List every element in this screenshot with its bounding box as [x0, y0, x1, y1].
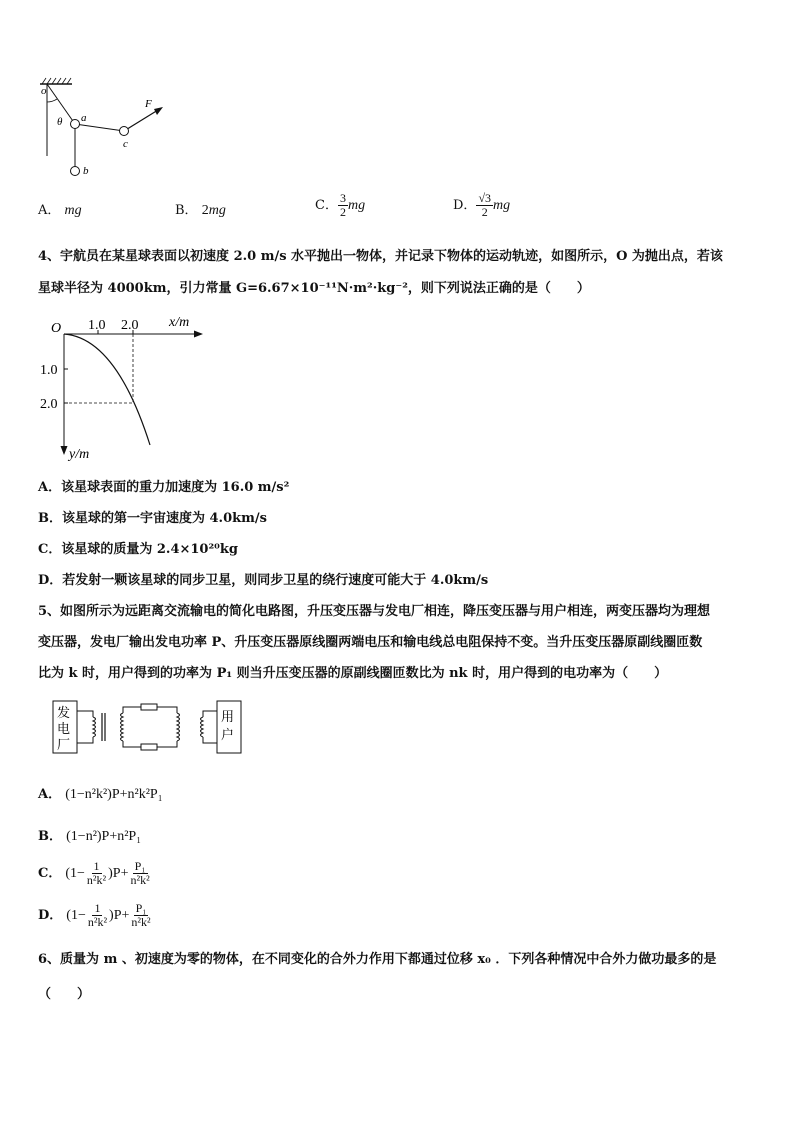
q4-option-d[interactable]: D．若发射一颗该星球的同步卫星，则同步卫星的绕行速度可能大于 4.0km/s: [38, 573, 489, 588]
x-tick-2: 2.0: [121, 318, 139, 333]
q4-option-b[interactable]: B．该星球的第一宇宙速度为 4.0km/s: [38, 511, 267, 526]
label-c: c: [123, 138, 128, 150]
label-a: a: [81, 112, 87, 124]
origin-label: O: [51, 321, 62, 336]
trajectory-graph: [40, 312, 210, 462]
plant-char-1: 发: [57, 706, 71, 721]
fraction: $\frac{\text{P₁}}{\text{n²k²}}$: [130, 859, 150, 887]
q6-stem-line2: （ ）: [38, 987, 91, 1002]
pendulum-figure: [30, 76, 180, 186]
q5-stem-line2: 变压器，发电厂输出发电功率 P、升压变压器原线圈两端电压和输电线总电阻保持不变。当升压变压器原副线圈匝数: [38, 635, 703, 650]
y-tick-1: 1.0: [40, 363, 58, 378]
q3-option-b[interactable]: B． 2mg: [175, 203, 226, 218]
y-axis-label: y/m: [69, 447, 90, 462]
q3-option-c[interactable]: C． $\frac{3}{2}$ mg: [315, 191, 366, 219]
x-axis-label: x/m: [169, 315, 190, 330]
fraction: $\frac{√3}{2}$: [478, 191, 492, 219]
trajectory-curve: [64, 334, 150, 445]
user-char-1: 用: [221, 710, 235, 725]
q5-option-b[interactable]: B． (1−n²)P+n²P₁: [38, 829, 142, 844]
q5-option-c[interactable]: C． (1− $\frac{1}{\text{n²k²}}$ )P+ $\frac{\text{P₁}}{\text{n²k²}}$: [38, 859, 150, 887]
q4-option-c[interactable]: C．该星球的质量为 2.4×10²⁰kg: [38, 542, 238, 557]
q5-stem-line3: 比为 k 时，用户得到的功率为 P₁ 则当升压变压器的原副线圈匝数比为 nk 时，用户得到的电功率为（ ）: [38, 666, 668, 681]
q4-stem-line1: 4、宇航员在某星球表面以初速度 2.0 m/s 水平抛出一物体，并记录下物体的运动轨迹，如图所示，O 为抛出点，若该: [38, 249, 723, 264]
q5-option-a[interactable]: A． (1−n²k²)P+n²k²P₁: [38, 787, 163, 802]
q3-option-a[interactable]: A． mg: [38, 203, 82, 218]
label-o: o: [41, 85, 47, 97]
fraction: $\frac{\text{P₁}}{\text{n²k²}}$: [131, 901, 151, 929]
plant-char-3: 厂: [57, 738, 71, 753]
y-tick-2: 2.0: [40, 397, 58, 412]
q3-option-d[interactable]: D． $\frac{√3}{2}$ mg: [453, 191, 511, 219]
label-theta: θ: [57, 116, 63, 128]
label-F: F: [145, 98, 152, 110]
fraction: $\frac{3}{2}$: [339, 191, 346, 219]
fraction: $\frac{1}{\text{n²k²}}$: [86, 859, 107, 887]
q5-option-d[interactable]: D． (1− $\frac{1}{\text{n²k²}}$ )P+ $\frac{\text{P₁}}{\text{n²k²}}$: [38, 901, 151, 929]
q4-stem-line2: 星球半径为 4000km，引力常量 G=6.67×10⁻¹¹N·m²·kg⁻²，则下列说法正确的是（ ）: [38, 281, 590, 296]
label-b: b: [83, 165, 89, 177]
q5-stem-line1: 5、如图所示为远距离交流输电的简化电路图，升压变压器与发电厂相连，降压变压器与用户相连，两变压器均为理想: [38, 604, 711, 619]
q6-stem-line1: 6、质量为 m 、初速度为零的物体，在不同变化的合外力作用下都通过位移 x₀ ．下列各种情况中合外力做功最多的是: [38, 952, 717, 967]
q4-option-a[interactable]: A．该星球表面的重力加速度为 16.0 m/s²: [38, 480, 290, 495]
user-char-2: 户: [221, 728, 235, 743]
fraction: $\frac{1}{\text{n²k²}}$: [87, 901, 108, 929]
plant-char-2: 电: [57, 722, 71, 737]
x-tick-1: 1.0: [88, 318, 106, 333]
transmission-circuit: [45, 697, 255, 759]
